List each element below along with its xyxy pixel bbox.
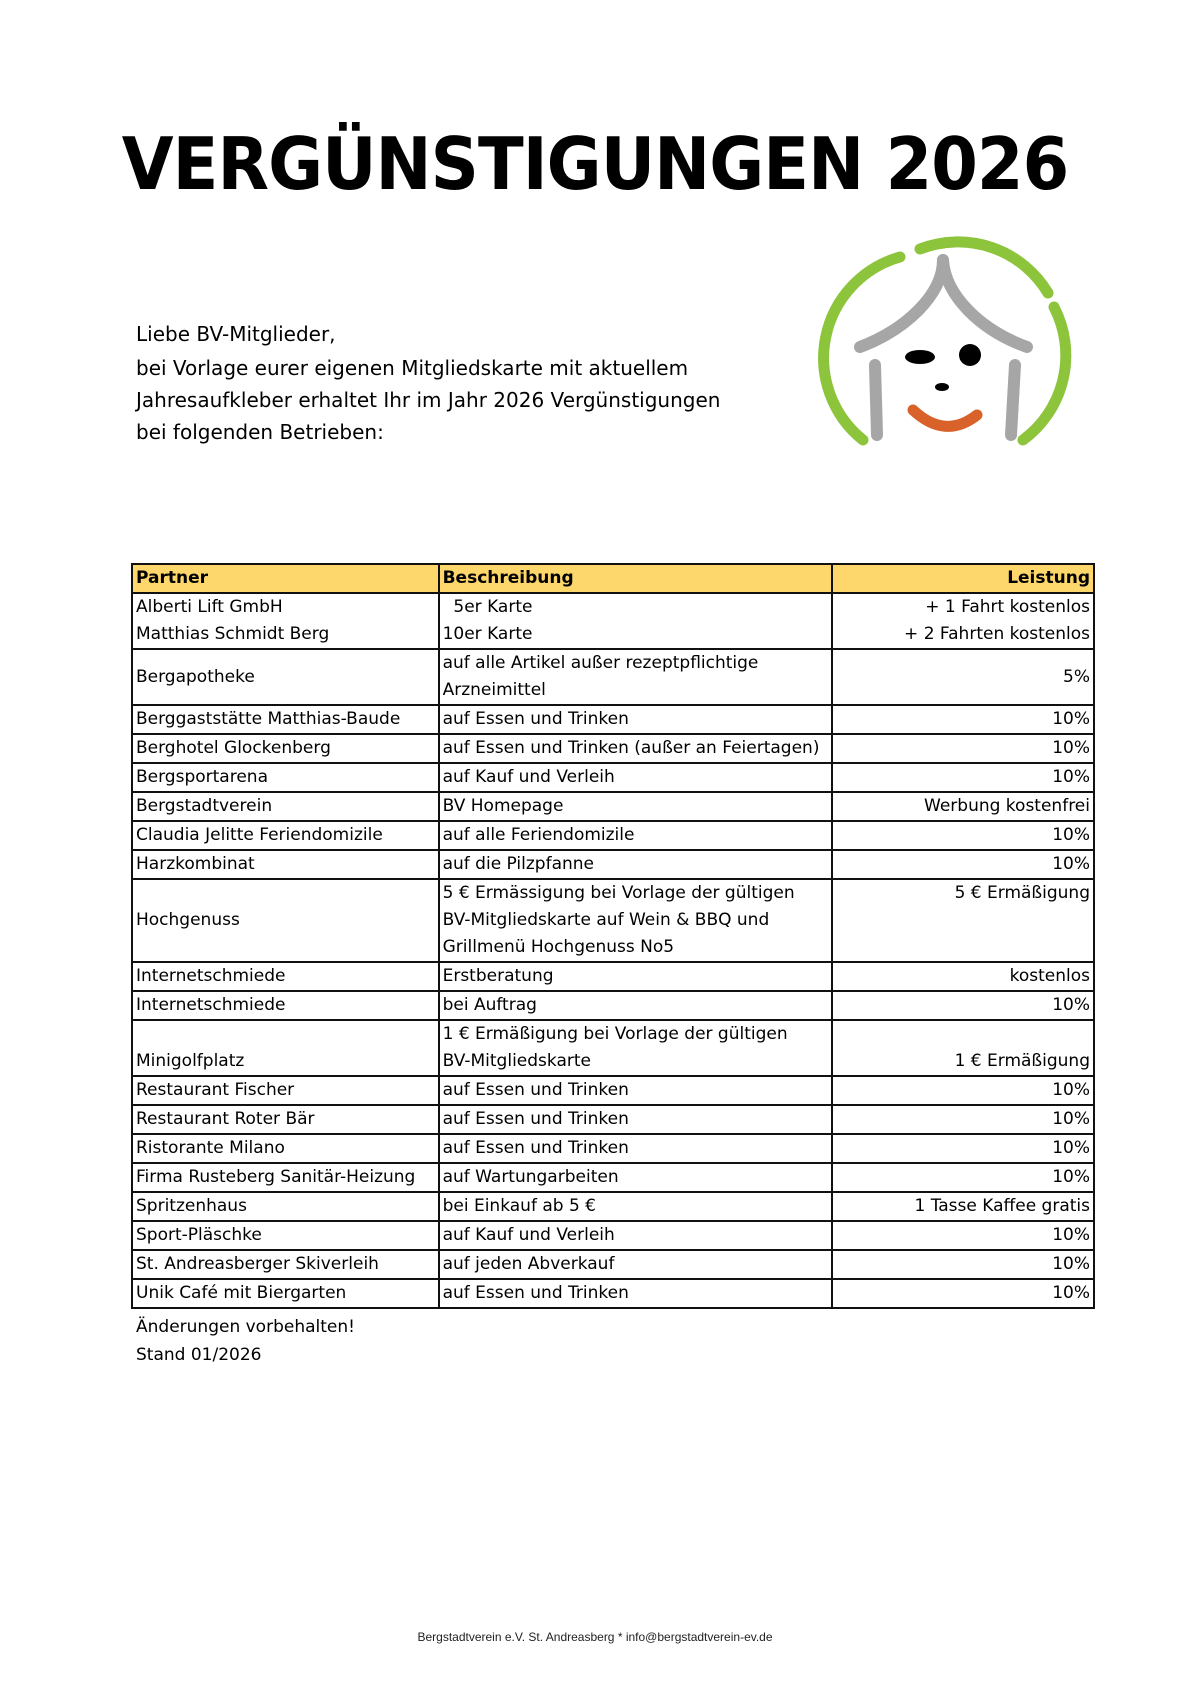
cell-description-line: Grillmenü Hochgenuss No5 [442,937,675,957]
table-row [132,1279,1094,1308]
cell-partner-line: Internetschmiede [136,966,286,986]
header-partner: Partner [132,564,439,593]
cell-partner [132,649,439,705]
cell-partner-line: Unik Café mit Biergarten [136,1283,347,1303]
cell-partner-line: Bergstadtverein [136,796,273,816]
cell-benefit-line: 10% [1052,1283,1090,1303]
cell-benefit-line: 10% [1052,738,1090,758]
cell-partner [132,850,439,879]
cell-partner [132,1020,439,1076]
cell-description-line: 1 € Ermäßigung bei Vorlage der gültigen [442,1024,788,1044]
table-row [132,649,1094,705]
cell-partner-line: Spritzenhaus [136,1196,247,1216]
cell-partner [132,962,439,991]
cell-partner [132,1134,439,1163]
cell-description-line: BV-Mitgliedskarte [442,1051,591,1071]
cell-description [439,1163,833,1192]
cell-benefit-line: 10% [1052,995,1090,1015]
page-title: VERGÜNSTIGUNGEN 2026 [121,122,1069,206]
cell-partner-line: Ristorante Milano [136,1138,285,1158]
cell-description-line: 5 € Ermässigung bei Vorlage der gültigen [442,883,795,903]
table-row [132,1134,1094,1163]
cell-partner-line: Firma Rusteberg Sanitär-Heizung [136,1167,416,1187]
cell-description [439,792,833,821]
cell-benefit [832,1192,1094,1221]
notes [136,1313,355,1369]
cell-benefit [832,593,1094,649]
cell-partner-line: Berggaststätte Matthias-Baude [136,709,401,729]
cell-description-line: auf jeden Abverkauf [442,1254,615,1274]
cell-partner [132,593,439,649]
intro-text [136,318,720,448]
cell-description [439,649,833,705]
cell-benefit [832,1279,1094,1308]
cell-partner-line: Claudia Jelitte Feriendomizile [136,825,383,845]
cell-partner [132,879,439,962]
cell-benefit-line: 10% [1052,1109,1090,1129]
table-row [132,734,1094,763]
cell-partner [132,1105,439,1134]
cell-description-line: auf Essen und Trinken [442,1138,629,1158]
table-row [132,1250,1094,1279]
table-row [132,593,1094,649]
cell-benefit-line: 5 € Ermäßigung [954,883,1090,903]
cell-description-line: auf alle Feriendomizile [442,825,635,845]
smiling-face-house-logo-icon [815,235,1075,460]
cell-description [439,1134,833,1163]
cell-description-line: Arzneimittel [442,680,546,700]
cell-partner-line: Restaurant Roter Bär [136,1109,315,1129]
cell-partner [132,763,439,792]
cell-partner [132,792,439,821]
cell-description [439,763,833,792]
header-benefit: Leistung [832,564,1094,593]
intro-line: bei Vorlage eurer eigenen Mitgliedskarte mit aktuellem [136,356,689,380]
version-stand: Stand 01/2026 [136,1345,262,1365]
table-row [132,821,1094,850]
logo-eye-right [959,344,981,366]
cell-description [439,850,833,879]
table-row [132,1105,1094,1134]
cell-benefit-line: 10% [1052,767,1090,787]
cell-description-line: BV Homepage [442,796,564,816]
disclaimer: Änderungen vorbehalten! [136,1317,355,1337]
cell-benefit [832,962,1094,991]
cell-description-line: auf Kauf und Verleih [442,767,615,787]
cell-benefit-line: 10% [1052,1254,1090,1274]
cell-partner [132,1250,439,1279]
logo-house [860,260,1027,435]
cell-partner-line: Minigolfplatz [136,1051,245,1071]
cell-partner [132,1076,439,1105]
table-row [132,763,1094,792]
cell-description-line: auf Essen und Trinken (außer an Feiertagen) [442,738,820,758]
cell-benefit-line: 5% [1063,666,1090,687]
cell-benefit [832,792,1094,821]
cell-description-line: auf alle Artikel außer rezeptpflichtige [442,653,759,673]
cell-description-line: auf Essen und Trinken [442,1283,629,1303]
header-description: Beschreibung [439,564,833,593]
cell-description [439,705,833,734]
table-row [132,1163,1094,1192]
cell-benefit-line: 1 Tasse Kaffee gratis [914,1196,1090,1216]
cell-description-line: auf Essen und Trinken [442,1109,629,1129]
cell-benefit-line: 10% [1052,1080,1090,1100]
cell-description-line: Erstberatung [442,966,554,986]
cell-description-line: auf Kauf und Verleih [442,1225,615,1245]
table-row [132,991,1094,1020]
table-header-row [132,564,1094,593]
cell-benefit-line: Werbung kostenfrei [924,796,1090,816]
cell-description [439,879,833,962]
cell-benefit [832,1221,1094,1250]
cell-partner [132,1221,439,1250]
cell-description [439,1020,833,1076]
cell-partner-line: Bergsportarena [136,767,268,787]
cell-description [439,1192,833,1221]
cell-benefit [832,879,1094,962]
cell-benefit [832,1105,1094,1134]
cell-description [439,1076,833,1105]
cell-description [439,1250,833,1279]
cell-partner-line: Internetschmiede [136,995,286,1015]
cell-partner [132,1163,439,1192]
cell-description [439,1105,833,1134]
logo-mouth [913,410,977,426]
cell-benefit-line: 10% [1052,825,1090,845]
cell-partner [132,991,439,1020]
intro-line: bei folgenden Betrieben: [136,420,384,444]
cell-description-line: auf Essen und Trinken [442,1080,629,1100]
cell-description [439,821,833,850]
cell-partner-line: Bergapotheke [136,666,255,687]
cell-benefit [832,649,1094,705]
cell-benefit [832,1163,1094,1192]
cell-benefit [832,991,1094,1020]
cell-benefit-line: 10% [1052,854,1090,874]
table-row [132,792,1094,821]
cell-description-line: 10er Karte [442,624,533,644]
cell-partner-line: Berghotel Glockenberg [136,738,331,758]
cell-description [439,991,833,1020]
cell-benefit-line: 10% [1052,1167,1090,1187]
cell-benefit-line: 10% [1052,1225,1090,1245]
cell-benefit [832,734,1094,763]
cell-benefit-line: 1 € Ermäßigung [954,1051,1090,1071]
cell-benefit-line: + 2 Fahrten kostenlos [904,624,1090,644]
cell-partner-line: Sport-Pläschke [136,1225,262,1245]
cell-description [439,593,833,649]
table-row [132,1192,1094,1221]
cell-benefit-line: 10% [1052,709,1090,729]
cell-benefit-line: kostenlos [1009,966,1090,986]
footer-contact: Bergstadtverein e.V. St. Andreasberg * info@bergstadtverein-ev.de [417,1630,773,1644]
cell-description-line: auf die Pilzpfanne [442,854,594,874]
cell-benefit [832,821,1094,850]
table-body [132,593,1094,1308]
cell-description [439,1221,833,1250]
cell-partner [132,821,439,850]
cell-description-line: 5er Karte [442,597,533,617]
cell-partner [132,1192,439,1221]
cell-benefit-line: + 1 Fahrt kostenlos [925,597,1090,617]
table-row [132,879,1094,962]
cell-partner-line: Hochgenuss [136,910,240,930]
cell-description-line: BV-Mitgliedskarte auf Wein & BBQ und [442,910,770,930]
cell-description-line: auf Essen und Trinken [442,709,629,729]
intro-line: Jahresaufkleber erhaltet Ihr im Jahr 2026 Vergünstigungen [136,388,721,412]
cell-partner-line: St. Andreasberger Skiverleih [136,1254,379,1274]
cell-partner-line: Harzkombinat [136,854,255,874]
table-row [132,1076,1094,1105]
cell-partner [132,705,439,734]
benefits-table [131,563,1095,1309]
cell-benefit [832,1020,1094,1076]
cell-description-line: auf Wartungarbeiten [442,1167,619,1187]
cell-description-line: bei Auftrag [442,995,537,1015]
logo-nose [935,383,949,391]
cell-description [439,962,833,991]
logo-eye-left [905,350,935,364]
cell-partner-line: Restaurant Fischer [136,1080,295,1100]
cell-benefit-line: 10% [1052,1138,1090,1158]
cell-benefit [832,763,1094,792]
cell-benefit [832,850,1094,879]
greeting: Liebe BV-Mitglieder, [136,322,336,346]
cell-description-line: bei Einkauf ab 5 € [442,1196,596,1216]
cell-description [439,734,833,763]
cell-partner [132,734,439,763]
table-row [132,705,1094,734]
cell-benefit [832,1076,1094,1105]
table-row [132,1221,1094,1250]
cell-description [439,1279,833,1308]
cell-partner-line: Matthias Schmidt Berg [136,624,330,644]
cell-benefit [832,705,1094,734]
table-row [132,962,1094,991]
cell-partner [132,1279,439,1308]
cell-benefit [832,1134,1094,1163]
cell-partner-line: Alberti Lift GmbH [136,597,283,617]
table-row [132,850,1094,879]
cell-benefit [832,1250,1094,1279]
table-row [132,1020,1094,1076]
